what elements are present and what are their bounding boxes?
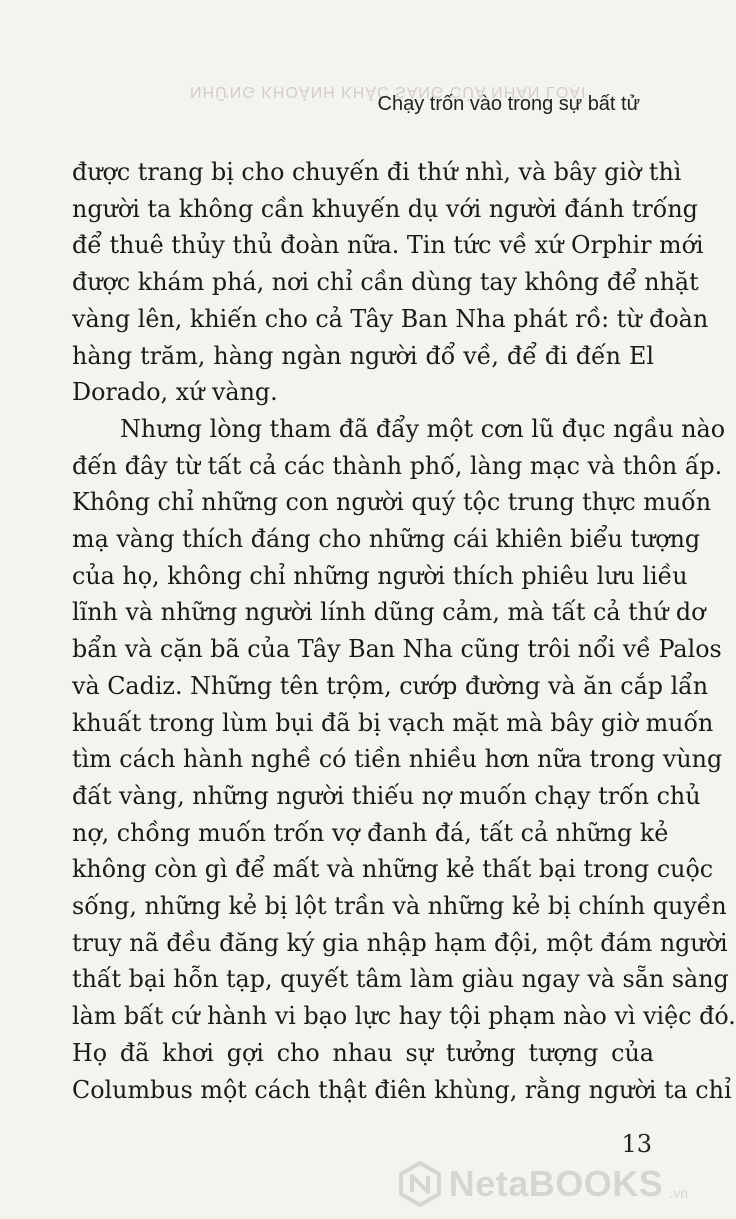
text-line: đất vàng, những người thiếu nợ muốn chạy trốn chủ — [72, 781, 701, 810]
text-line: hàng trăm, hàng ngàn người đổ về, để đi đến El — [72, 341, 654, 370]
watermark-brand: NetaBOOKS — [448, 1163, 664, 1204]
text-line: để thuê thủy thủ đoàn nữa. Tin tức về xứ Orphir mới — [72, 231, 704, 260]
text-line: truy nã đều đăng ký gia nhập hạm đội, một đám người — [72, 928, 728, 957]
text-line: mạ vàng thích đáng cho những cái khiên biểu tượng — [72, 525, 701, 554]
text-line: tìm cách hành nghề có tiền nhiều hơn nữa trong vùng — [72, 745, 723, 774]
text-line: đến đây từ tất cả các thành phố, làng mạc và thôn ấp. — [72, 451, 723, 480]
text-line: và Cadiz. Những tên trộm, cướp đường và ăn cắp lẩn — [72, 671, 709, 700]
text-line: Dorado, xứ vàng. — [72, 378, 278, 407]
watermark — [397, 1161, 688, 1207]
text-line: Nhưng lòng tham đã đẩy một cơn lũ đục ngầu nào — [120, 414, 726, 443]
text-line: bẩn và cặn bã của Tây Ban Nha cũng trôi nổi về Palos — [72, 635, 722, 664]
text-line: khuất trong lùm bụi đã bị vạch mặt mà bây giờ muốn — [72, 708, 714, 737]
watermark-suffix: .vn — [669, 1185, 688, 1201]
text-line: được khám phá, nơi chỉ cần dùng tay không để nhặt — [72, 268, 699, 297]
running-header: Chạy trốn vào trong sự bất tử — [377, 93, 640, 115]
bleed-through-text: NHỮNG KHOẢNH KHẮC SÁNG CỦA NHÂN LOẠI — [190, 83, 587, 100]
text-line: được trang bị cho chuyến đi thứ nhì, và bây giờ thì — [72, 158, 682, 186]
text-line: nợ, chồng muốn trốn vợ đanh đá, tất cả những kẻ — [72, 818, 669, 847]
text-line: thất bại hỗn tạp, quyết tâm làm giàu ngay và sẵn sàng — [72, 965, 729, 994]
text-line: lĩnh và những người lính dũng cảm, mà tất cả thứ dơ — [72, 598, 706, 627]
text-line: Columbus một cách thật điên khùng, rằng người ta chỉ — [72, 1075, 732, 1104]
text-line: không còn gì để mất và những kẻ thất bại trong cuộc — [72, 855, 714, 884]
page-number: 13 — [621, 1130, 652, 1158]
text-line: Không chỉ những con người quý tộc trung thực muốn — [72, 488, 712, 517]
text-line: người ta không cần khuyến dụ với người đánh trống — [72, 194, 698, 223]
text-line: sống, những kẻ bị lột trần và những kẻ bị chính quyền — [72, 892, 727, 921]
text-line: Họ đã khơi gợi cho nhau sự tưởng tượng của — [72, 1038, 654, 1067]
netabooks-logo-icon — [397, 1161, 443, 1207]
body-text — [72, 154, 736, 1108]
text-line: vàng lên, khiến cho cả Tây Ban Nha phát rồ: từ đoàn — [72, 304, 709, 333]
text-line: của họ, không chỉ những người thích phiêu lưu liều — [72, 561, 688, 590]
text-line: làm bất cứ hành vi bạo lực hay tội phạm nào vì việc đó. — [72, 1002, 736, 1031]
